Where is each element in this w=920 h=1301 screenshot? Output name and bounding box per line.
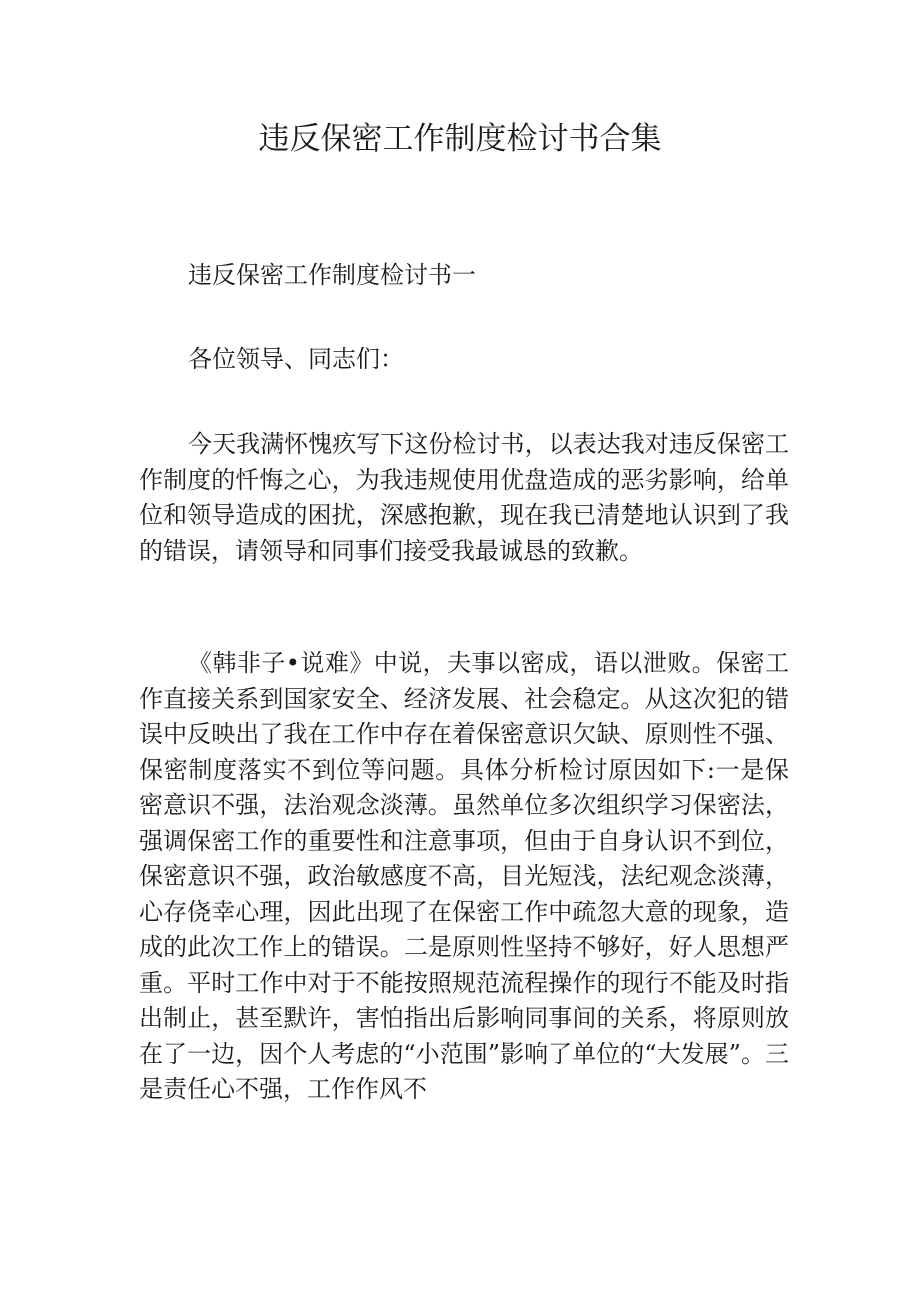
body-paragraph: 《韩非子•说难》中说，夫事以密成，语以泄败。保密工作直接关系到国家安全、经济发展、社会稳定。从这次犯的错误中反映出了我在工作中存在着保密意识欠缺、原则性不强、保密制度落实不到位等问题。具体分析检讨原因如下:一是保密意识不强，法治观念淡薄。虽然单位多次组织学习保密法，强调保密工作的重要性和注意事项，但由于自身认识不到位，保密意识不强，政治敏感度不高，目光短浅，法纪观念淡薄，心存侥幸心理，因此出现了在保密工作中疏忽大意的现象，造成的此次工作上的错误。二是原则性坚持不够好，好人思想严重。平时工作中对于不能按照规范流程操作的现行不能及时指出制止，甚至默许，害怕指出后影响同事间的关系，将原则放在了一边，因个人考虑的“小范围”影响了单位的“大发展”。三是责任心不强，工作作风不 — [139, 649, 789, 1103]
document-title: 违反保密工作制度检讨书合集 — [258, 121, 662, 157]
section-heading: 违反保密工作制度检讨书一 — [188, 261, 476, 289]
salutation: 各位领导、同志们： — [188, 345, 404, 373]
body-paragraph: 今天我满怀愧疚写下这份检讨书，以表达我对违反保密工作制度的忏悔之心，为我违规使用优盘造成的恶劣影响，给单位和领导造成的困扰，深感抱歉，现在我已清楚地认识到了我的错误，请领导和同事们接受我最诚恳的致歉。 — [139, 430, 789, 565]
